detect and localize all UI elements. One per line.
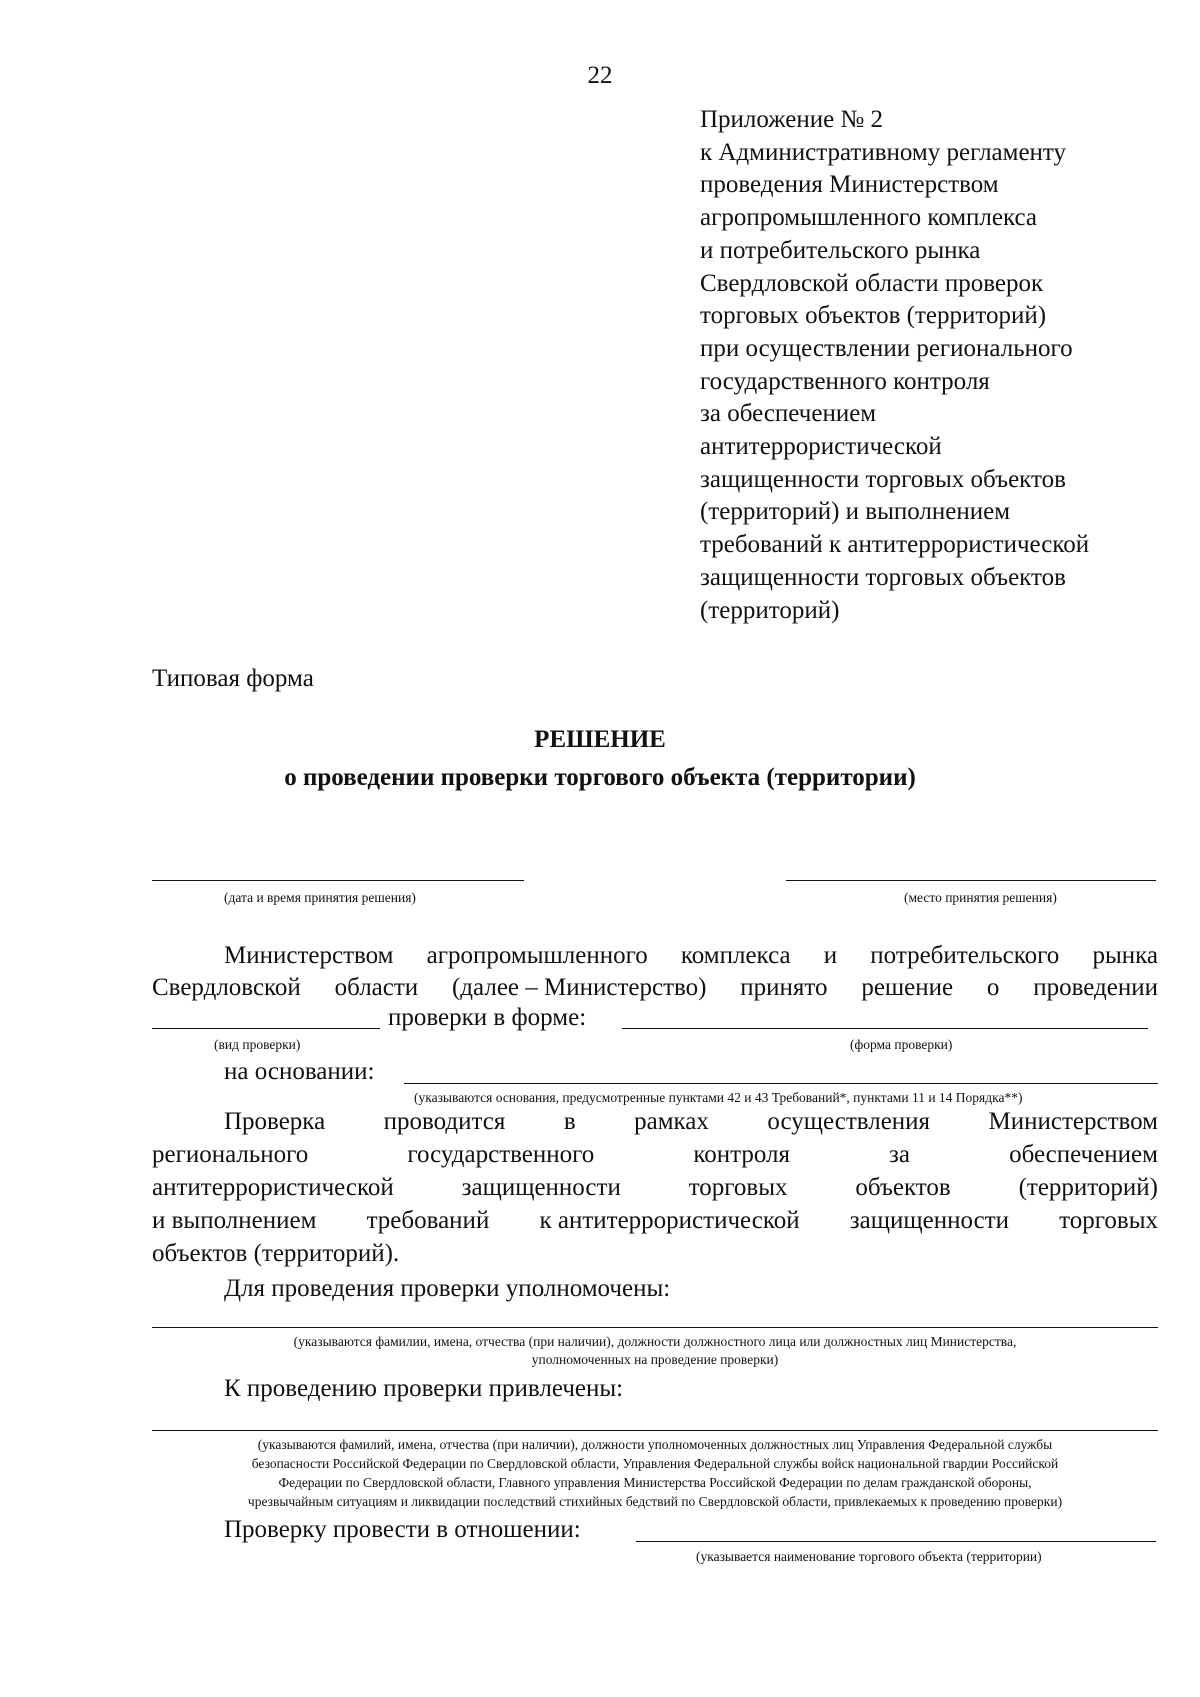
word: торговых — [688, 1174, 788, 1201]
word: Проверка — [224, 1108, 326, 1135]
authorized-field[interactable] — [152, 1327, 1158, 1328]
word: антитеррористической — [152, 1174, 394, 1201]
involved-label: К проведению проверки привлечены: — [224, 1375, 624, 1402]
appendix-line: за обеспечением — [700, 400, 877, 428]
form-type-label: Типовая форма — [152, 665, 314, 692]
word: Министерством — [988, 1108, 1158, 1135]
word: осуществления — [767, 1108, 931, 1135]
appendix-header — [700, 104, 1170, 627]
word: (далее – Министерство) — [451, 974, 707, 1001]
word: и выполнением — [152, 1207, 317, 1234]
word: проводится — [383, 1108, 506, 1135]
appendix-line: Приложение № 2 — [700, 106, 884, 133]
appendix-line: защищенности торговых объектов — [700, 465, 1066, 493]
word: торговых — [1059, 1207, 1158, 1234]
appendix-line: требований к антитеррористической — [700, 531, 1090, 559]
word: регионального — [152, 1141, 309, 1168]
authorized-label: Для проведения проверки уполномочены: — [224, 1275, 671, 1302]
word: защищенности — [849, 1207, 1009, 1234]
paragraph-2-line-5: объектов (территорий). — [152, 1240, 400, 1267]
date-time-caption: (дата и время принятия решения) — [224, 890, 416, 905]
word: за — [889, 1141, 911, 1168]
document-subtitle: о проведении проверки торгового объекта (территории) — [284, 764, 916, 791]
word: контроля — [693, 1141, 790, 1168]
appendix-line: и потребительского рынка — [700, 236, 981, 264]
appendix-line: антитеррористической — [700, 433, 942, 461]
appendix-line: при осуществлении регионального — [700, 334, 1073, 362]
object-caption: (указывается наименование торгового объекта (территории) — [696, 1549, 1042, 1564]
appendix-line: (территорий) и выполнением — [700, 498, 1011, 526]
place-field[interactable] — [786, 880, 1156, 881]
appendix-line: государственного контроля — [700, 367, 990, 395]
page-number: 22 — [587, 62, 613, 89]
word: обеспечением — [1009, 1141, 1158, 1168]
paragraph-2-line-4 — [152, 1207, 1158, 1235]
grounds-field[interactable] — [404, 1083, 1158, 1084]
word: объектов — [855, 1174, 951, 1201]
paragraph-2-line-3 — [152, 1174, 1158, 1202]
appendix-line: Свердловской области проверок — [700, 269, 1044, 297]
inspection-kind-field[interactable] — [152, 1028, 380, 1029]
word: рамках — [634, 1108, 709, 1135]
object-field[interactable] — [636, 1541, 1156, 1542]
word: области — [334, 974, 419, 1001]
paragraph-1-line-2 — [152, 974, 1158, 1002]
word: рынка — [1092, 942, 1158, 969]
appendix-line: агропромышленного комплекса — [700, 204, 1038, 232]
word: защищенности — [461, 1174, 621, 1201]
grounds-label: на основании: — [224, 1058, 375, 1085]
object-label: Проверку провести в отношении: — [224, 1516, 581, 1543]
word: требований — [366, 1207, 490, 1234]
involved-caption-line-2: безопасности Российской Федерации по Свердловской области, Управления Федеральной службы войск национальной гвардии Российской — [251, 1456, 1059, 1471]
word: проведении — [1033, 974, 1158, 1001]
involved-caption-line-1: (указываются фамилий, имена, отчества (при наличии), должности уполномоченных должностных лиц Управления Федеральной службы — [257, 1437, 1053, 1452]
involved-caption-line-4: чрезвычайным ситуациям и ликвидации последствий стихийных бедствий по Свердловской области, привлекаемых к проведению проверки) — [247, 1494, 1063, 1509]
paragraph-1-line-1 — [224, 942, 1158, 970]
word: государственного — [407, 1141, 595, 1168]
involved-field[interactable] — [152, 1430, 1158, 1431]
word: в — [563, 1108, 576, 1135]
word: Свердловской — [152, 974, 301, 1001]
inspection-form-caption: (форма проверки) — [850, 1037, 953, 1052]
word: о — [986, 974, 1000, 1001]
inspection-kind-caption: (вид проверки) — [214, 1037, 301, 1052]
word: агропромышленного — [426, 942, 648, 969]
date-time-field[interactable] — [152, 880, 524, 881]
word: комплекса — [680, 942, 791, 969]
grounds-caption: (указываются основания, предусмотренные пунктами 42 и 43 Требований*, пунктами 11 и 14 Порядка**) — [414, 1090, 1023, 1105]
inspection-form-field[interactable] — [622, 1028, 1148, 1029]
word: решение — [861, 974, 954, 1001]
document-title: РЕШЕНИЕ — [534, 726, 666, 753]
appendix-line: торговых объектов (территорий) — [700, 302, 1047, 330]
authorized-caption-line-1: (указываются фамилии, имена, отчества (при наличии), должности должностного лица или должностных лиц Министерства, — [293, 1334, 1017, 1349]
authorized-caption-line-2: уполномоченных на проведение проверки) — [531, 1352, 779, 1367]
appendix-line: к Административному регламенту — [700, 138, 1067, 166]
involved-caption-line-3: Федерации по Свердловской области, Главного управления Министерства Российской Федерации по делам гражданской обороны, — [278, 1475, 1032, 1490]
word: и — [823, 942, 838, 969]
paragraph-2-line-2 — [152, 1141, 1158, 1169]
word: принято — [740, 974, 828, 1001]
word: Министерством — [224, 942, 394, 969]
appendix-line: проведения Министерством — [700, 171, 999, 199]
inspection-form-label: проверки в форме: — [388, 1004, 587, 1031]
appendix-line: (территорий) — [700, 596, 840, 624]
word: к антитеррористической — [539, 1207, 800, 1234]
word: потребительского — [870, 942, 1060, 969]
word: (территорий) — [1018, 1174, 1158, 1201]
appendix-line: защищенности торговых объектов — [700, 563, 1066, 591]
paragraph-2-line-1 — [224, 1108, 1158, 1136]
place-caption: (место принятия решения) — [904, 890, 1057, 905]
